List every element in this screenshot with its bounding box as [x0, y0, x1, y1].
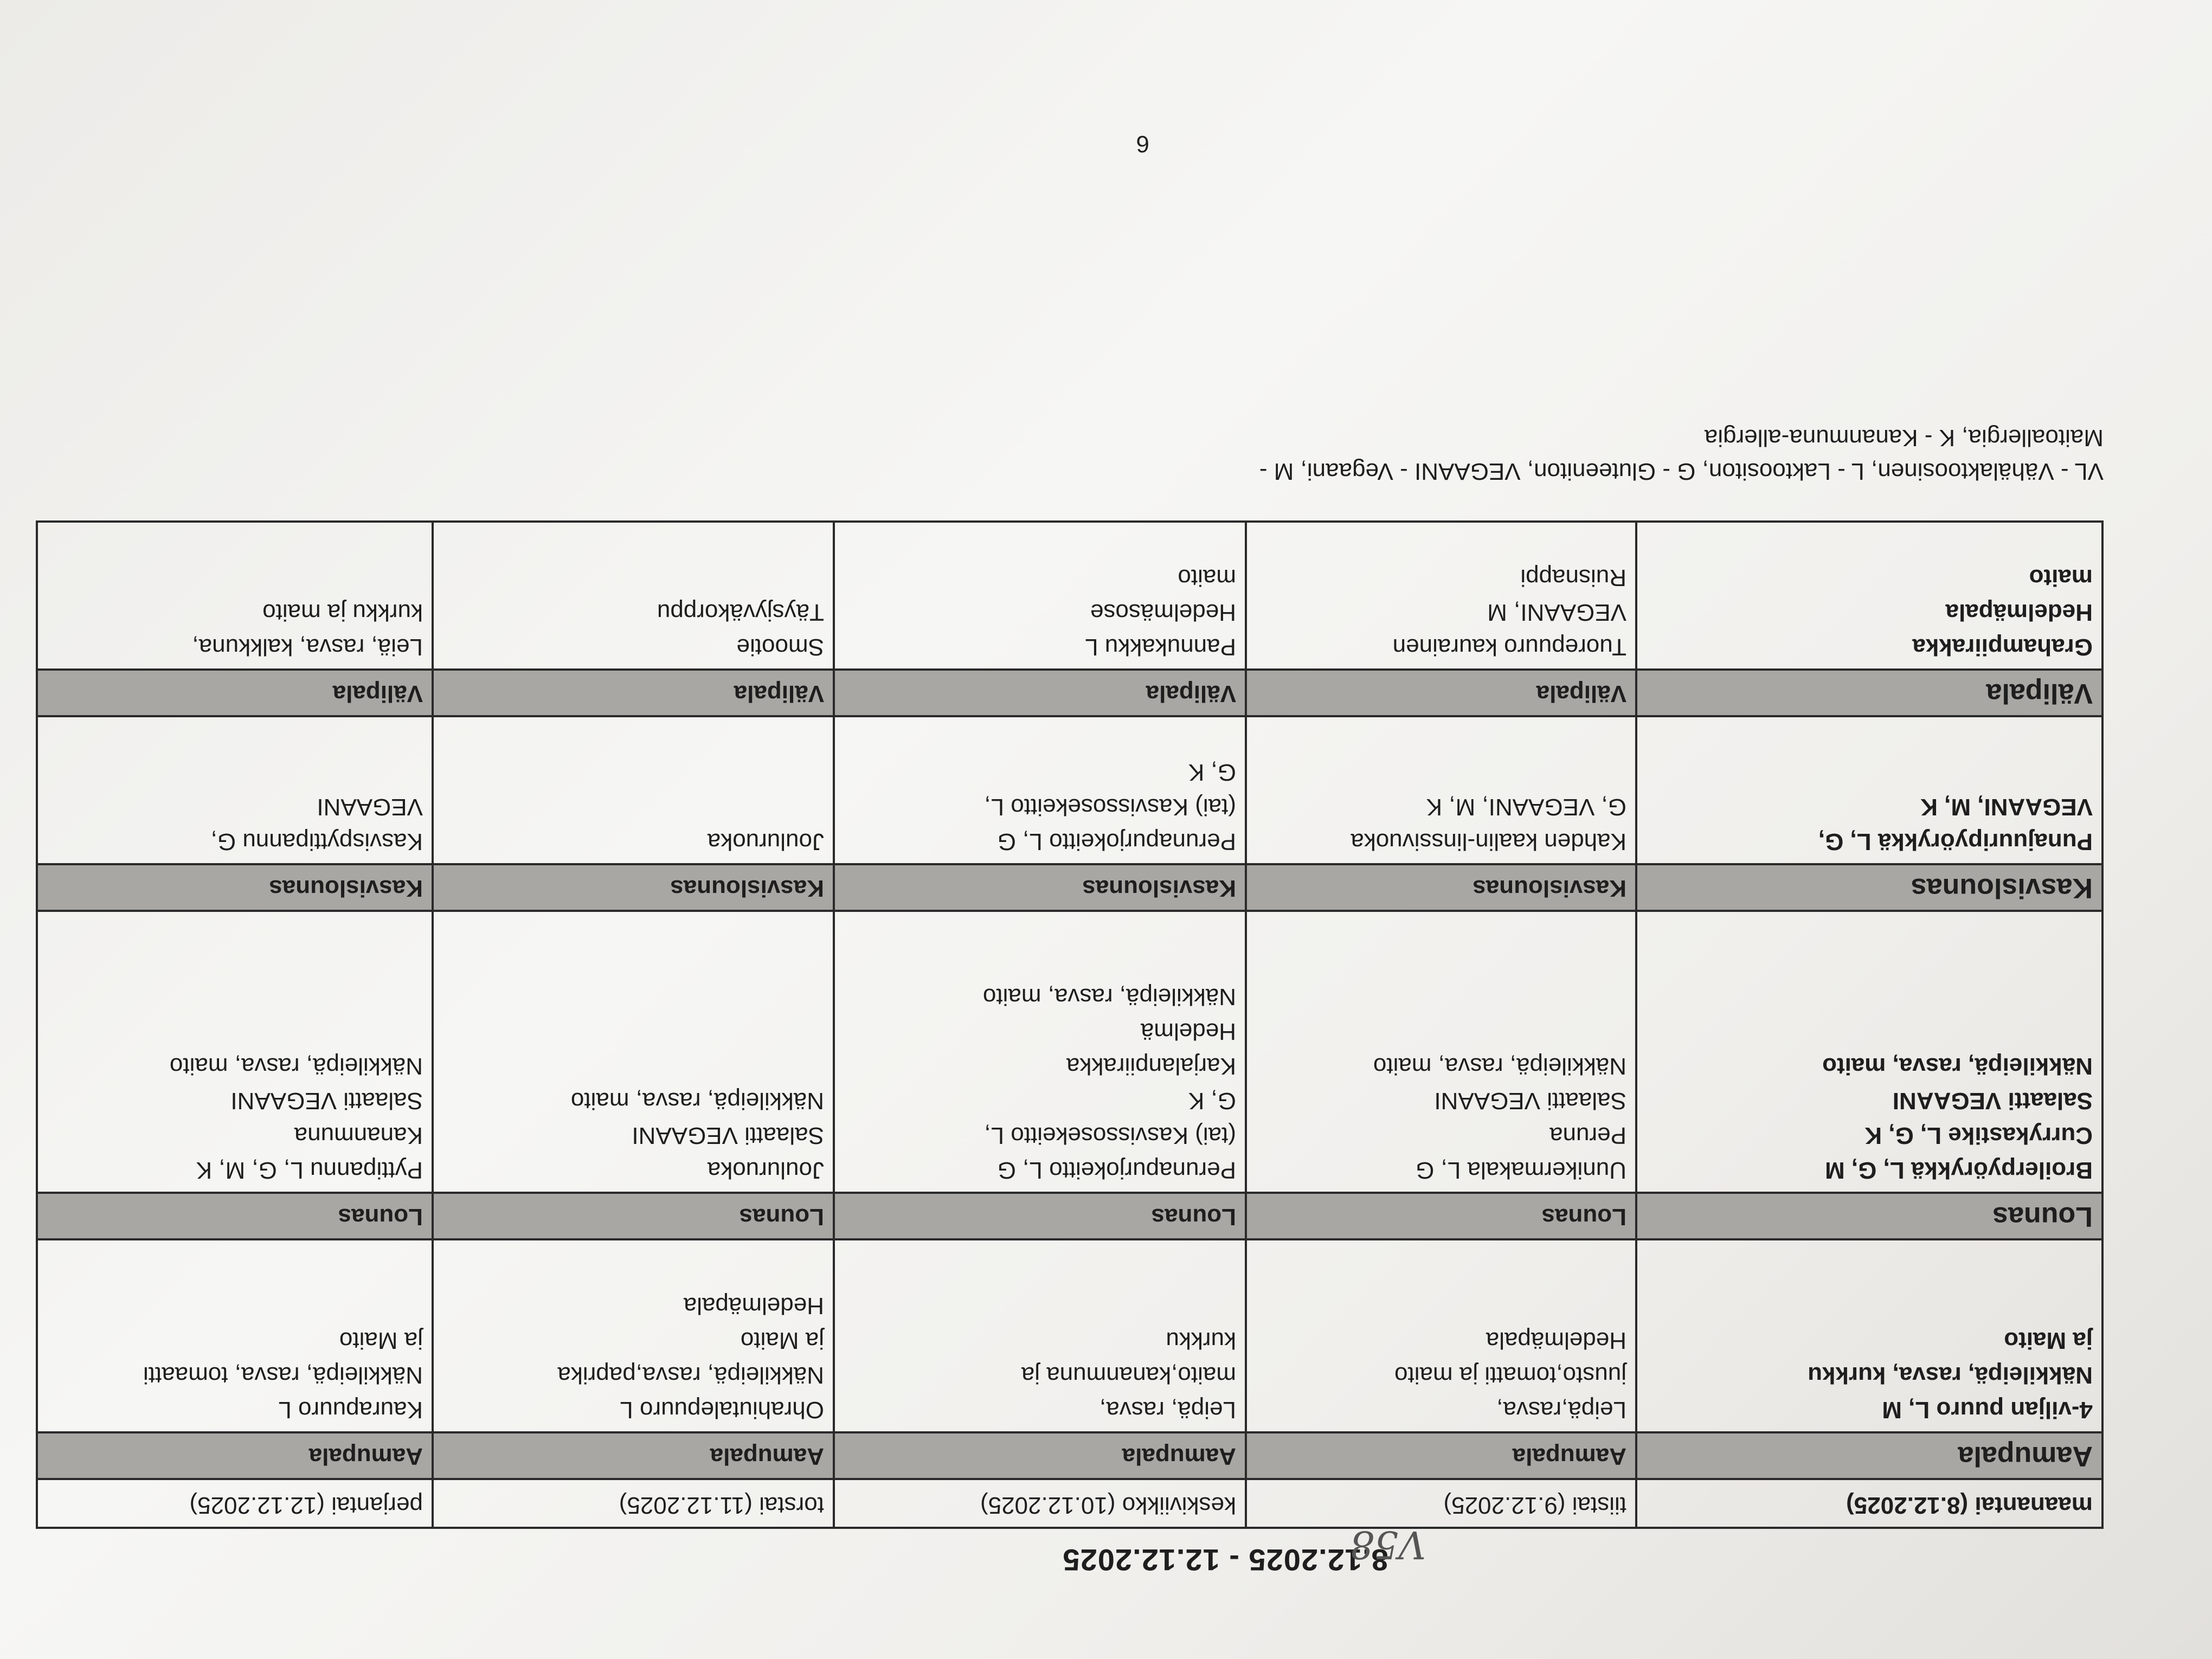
menu-line: maito,kananmuna ja — [1021, 1362, 1236, 1388]
menu-line: Kahden kaalin-linssivuoka — [1351, 828, 1626, 856]
section-label: Lounas — [433, 1193, 834, 1240]
menu-cell — [433, 911, 834, 1193]
menu-line: Hedelmäpala — [1945, 599, 2093, 626]
section-row-lounas — [37, 1193, 2102, 1240]
menu-line: Jouluruoka — [707, 1157, 824, 1184]
menu-line: kurkku ja maito — [262, 599, 423, 626]
menu-line: Pannukakku L — [1085, 634, 1236, 661]
lounas-row — [37, 911, 2102, 1193]
section-label: Välipala — [37, 670, 433, 716]
section-label: Lounas — [1636, 1193, 2102, 1240]
menu-line: Leipä,rasva, — [1496, 1397, 1626, 1423]
menu-cell — [1246, 1240, 1636, 1433]
day-name: maanantai (8.12.2025) — [1636, 1479, 2102, 1528]
menu-line: (tai) Kasvissosekeitto L, — [984, 794, 1236, 821]
section-label: Lounas — [834, 1193, 1246, 1240]
menu-cell — [433, 716, 834, 864]
section-label: Välipala — [433, 670, 834, 716]
menu-line: Grahampiirakka — [1912, 634, 2093, 661]
menu-line: Hedelmäpala — [1486, 1327, 1626, 1354]
section-label: Lounas — [1246, 1193, 1636, 1240]
legend-line: VL - Vähälaktoosinen, L - Laktoositon, G - Gluteeniton, VEGAANI - Vegaani, M - — [1259, 458, 2104, 485]
section-label: Kasvislounas — [1636, 864, 2102, 911]
menu-line: Pyttipannu L, G, M, K — [196, 1157, 423, 1184]
menu-cell — [1636, 716, 2102, 864]
menu-cell — [1246, 522, 1636, 670]
menu-line: G, K — [1188, 1088, 1236, 1115]
handwritten-note: V58 — [1350, 1522, 1426, 1567]
section-label: Aamupala — [37, 1432, 433, 1479]
menu-line: (tai) Kasvissosekeitto L, — [984, 1122, 1236, 1149]
section-label: Välipala — [1246, 670, 1636, 716]
menu-line: ja Maito — [740, 1327, 824, 1354]
menu-line: Näkkileipä, rasva, maito — [982, 983, 1236, 1011]
menu-line: Hedelmäsose — [1090, 599, 1236, 626]
menu-line: Salaatti VEGAANI — [1892, 1088, 2093, 1115]
valipala-row — [37, 522, 2102, 670]
menu-line: Karjalanpiirakka — [1066, 1053, 1236, 1080]
menu-line: Salaatti VEGAANI — [230, 1088, 423, 1115]
menu-line: Täysjyväkorppu — [657, 599, 824, 626]
weekly-menu-table — [36, 520, 2104, 1529]
menu-line: Kananmuna — [294, 1122, 423, 1149]
section-label: Aamupala — [1246, 1432, 1636, 1479]
menu-cell — [433, 1240, 834, 1433]
day-name: perjantai (12.12.2025) — [37, 1479, 433, 1528]
week-title: 8.12.2025 - 12.12.2025 — [1062, 1543, 1388, 1577]
menu-line: juusto,tomatti ja maito — [1394, 1362, 1626, 1388]
menu-line: Perunapurjokeitto L, G — [997, 1157, 1236, 1184]
aamupala-row — [37, 1240, 2102, 1433]
menu-line: Leipä, rasva, — [1099, 1397, 1236, 1423]
menu-cell — [834, 716, 1246, 864]
menu-line: maito — [1178, 564, 1236, 591]
menu-cell — [1636, 522, 2102, 670]
page-number: 6 — [1136, 131, 1149, 157]
day-name: tiistai (9.12.2025) — [1246, 1479, 1636, 1528]
menu-line: G, VEGAANI, M, K — [1426, 794, 1626, 821]
menu-line: Jouluruoka — [707, 828, 824, 856]
menu-cell — [1636, 1240, 2102, 1433]
menu-line: Hedelmäpala — [683, 1293, 824, 1319]
menu-cell — [834, 1240, 1246, 1433]
menu-line: Näkkileipä, rasva, maito — [1373, 1053, 1626, 1080]
menu-cell — [834, 522, 1246, 670]
day-header-row — [37, 1479, 2102, 1528]
menu-line: Hedelmä — [1140, 1018, 1236, 1045]
menu-line: VEGAANI — [317, 794, 423, 821]
section-label: Aamupala — [433, 1432, 834, 1479]
section-label: Kasvislounas — [433, 864, 834, 911]
section-label: Aamupala — [1636, 1432, 2102, 1479]
menu-document — [38, 114, 2104, 1578]
menu-line: Näkkileipä, rasva, maito — [570, 1088, 824, 1115]
menu-cell — [1246, 716, 1636, 864]
allergen-legend — [911, 421, 2104, 488]
kasvislounas-row — [37, 716, 2102, 864]
section-row-valipala — [37, 670, 2102, 716]
menu-line: Punajuuripyörykkä L, G, — [1818, 828, 2093, 856]
menu-cell — [37, 716, 433, 864]
menu-line: Näkkileipä, rasva,paprika — [557, 1362, 824, 1388]
menu-line: maito — [2029, 564, 2093, 591]
menu-line: VEGAANI, M — [1487, 599, 1626, 626]
section-label: Välipala — [834, 670, 1246, 716]
menu-line: Kasvispyttipannu G, — [210, 828, 423, 856]
menu-cell — [37, 1240, 433, 1433]
menu-line: Broilerpyörykkä L, G, M — [1825, 1157, 2093, 1184]
menu-cell — [37, 911, 433, 1193]
day-name: keskiviikko (10.12.2025) — [834, 1479, 1246, 1528]
section-row-aamupala — [37, 1432, 2102, 1479]
menu-line: VEGAANI, M, K — [1920, 794, 2093, 821]
menu-line: Currykastike L, G, K — [1864, 1122, 2093, 1149]
menu-cell — [834, 911, 1246, 1193]
menu-line: Näkkileipä, rasva, tomaatti — [143, 1362, 423, 1388]
menu-cell — [1246, 911, 1636, 1193]
menu-line: ja Maito — [2004, 1327, 2093, 1354]
menu-line: Ohrahiutalepuuro L — [620, 1397, 824, 1423]
menu-line: Näkkileipä, rasva, maito — [169, 1053, 423, 1080]
menu-cell — [37, 522, 433, 670]
legend-line: Maitoallergia, K - Kananmuna-allergia — [1704, 425, 2104, 451]
section-label: Kasvislounas — [1246, 864, 1636, 911]
menu-line: kurkku — [1166, 1327, 1236, 1354]
menu-line: Näkkileipä, rasva, maito — [1822, 1053, 2093, 1080]
section-row-kasvislounas — [37, 864, 2102, 911]
menu-line: ja Maito — [339, 1327, 423, 1354]
menu-line: Uunikermakala L, G — [1416, 1157, 1626, 1184]
section-label: Välipala — [1636, 670, 2102, 716]
section-label: Kasvislounas — [37, 864, 433, 911]
section-label: Lounas — [37, 1193, 433, 1240]
menu-line: 4-viljan puuro L, M — [1882, 1397, 2093, 1423]
section-label: Kasvislounas — [834, 864, 1246, 911]
menu-line: Peruna — [1549, 1122, 1626, 1149]
menu-line: Ruisnappi — [1520, 564, 1626, 591]
menu-line: G, K — [1188, 759, 1236, 786]
day-name: torstai (11.12.2025) — [433, 1479, 834, 1528]
menu-line: Tuorepuuro kaurainen — [1392, 634, 1626, 661]
menu-line: Leiä, rasva, kalkkuna, — [192, 634, 423, 661]
menu-line: Salaatti VEGAANI — [632, 1122, 824, 1149]
menu-cell — [1636, 911, 2102, 1193]
section-label: Aamupala — [834, 1432, 1246, 1479]
menu-line: Perunapurjokeitto L, G — [997, 828, 1236, 856]
menu-line: Salaatti VEGAANI — [1434, 1088, 1626, 1115]
menu-line: Näkkileipä, rasva, kurkku — [1808, 1362, 2093, 1388]
menu-cell — [433, 522, 834, 670]
menu-line: Smootie — [736, 634, 824, 661]
menu-line: Kaurapuuro L — [278, 1397, 423, 1423]
